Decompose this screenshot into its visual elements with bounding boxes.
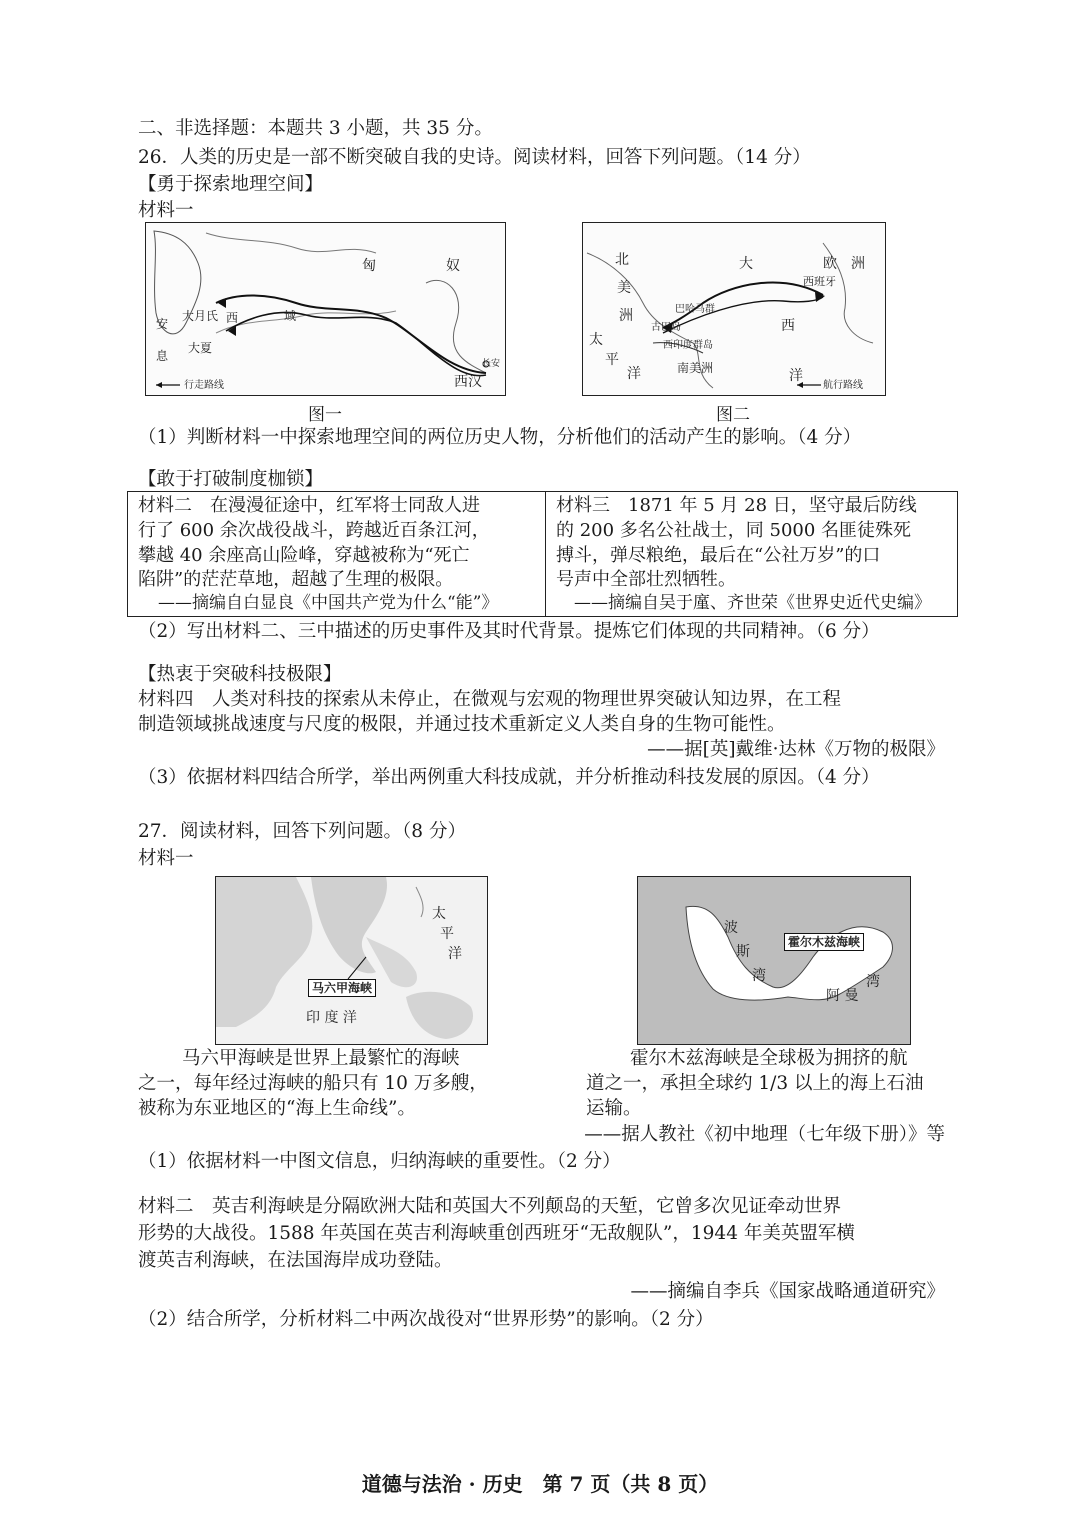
materials-2-3-box bbox=[127, 491, 958, 617]
material3-line-1: 材料三 1871 年 5 月 28 日，坚守最后防线 bbox=[556, 495, 917, 516]
q27-question1: （1）依据材料一中图文信息，归纳海峡的重要性。（2 分） bbox=[138, 1151, 621, 1172]
map1-label-xi2: 息 bbox=[156, 349, 169, 363]
map-malacca-strait bbox=[215, 876, 488, 1045]
map1-label-changan: 长安 bbox=[482, 359, 501, 369]
material2-line-1: 材料二 在漫漫征途中，红军将士同敌人进 bbox=[138, 495, 480, 516]
box-divider bbox=[545, 492, 546, 616]
material2-line-3: 攀越 40 余座高山险峰，穿越被称为“死亡 bbox=[138, 545, 470, 566]
map2-label-west-indies: 西印度群岛 bbox=[663, 340, 713, 351]
q26-material1-label: 材料一 bbox=[138, 200, 194, 221]
map2-label-yang: 洋 bbox=[627, 366, 641, 382]
map1-label-xi: 西 bbox=[226, 311, 239, 325]
map1-label-dayuezhi: 大月氏 bbox=[182, 309, 219, 323]
map1-label-xiong: 匈 bbox=[362, 258, 376, 274]
map1-label-nu: 奴 bbox=[446, 258, 460, 274]
map3-label-ping: 平 bbox=[440, 926, 454, 942]
material3-line-4: 号声中全部壮烈牺牲。 bbox=[556, 569, 736, 590]
q26-part3-heading: 【热衷于突破科技极限】 bbox=[138, 664, 342, 685]
map3-label-malacca: 马六甲海峡 bbox=[308, 979, 376, 997]
q27-stem: 27．阅读材料，回答下列问题。（8 分） bbox=[138, 821, 466, 842]
q27-source1: ——据人教社《初中地理（七年级下册）》等 bbox=[584, 1124, 945, 1145]
map1-legend: 行走路线 bbox=[184, 380, 224, 391]
material2-line-4: 陷阱”的茫茫草地，超越了生理的极限。 bbox=[138, 569, 454, 590]
map4-label-hormuz: 霍尔木兹海峡 bbox=[784, 933, 864, 951]
q27-material2-line-1: 材料二 英吉利海峡是分隔欧洲大陆和英国大不列颠岛的天堑，它曾多次见证牵动世界 bbox=[138, 1196, 842, 1217]
q27-source2: ——摘编自李兵《国家战略通道研究》 bbox=[630, 1281, 945, 1302]
map2-label-zhou2: 洲 bbox=[851, 256, 865, 272]
map2-label-zhou: 洲 bbox=[619, 308, 633, 324]
map2-label-spain: 西班牙 bbox=[803, 275, 836, 288]
map3-label-yang: 洋 bbox=[448, 946, 462, 962]
material3-line-3: 搏斗，弹尽粮绝，最后在“公社万岁”的口 bbox=[556, 545, 881, 566]
q27-material2-line-2: 形势的大战役。1588 年英国在英吉利海峡重创西班牙“无敌舰队”，1944 年美英盟军横 bbox=[138, 1223, 855, 1244]
fig2-caption: 图二 bbox=[716, 405, 750, 425]
map4-label-wan: 湾 bbox=[752, 968, 766, 984]
malacca-text-line-1: 马六甲海峡是世界上最繁忙的海峡 bbox=[182, 1048, 460, 1069]
material4-line-1: 材料四 人类对科技的探索从未停止，在微观与宏观的物理世界突破认知边界，在工程 bbox=[138, 689, 842, 710]
material3-line-2: 的 200 多名公社战士，同 5000 名匪徒殊死 bbox=[556, 520, 912, 541]
q26-part2-heading: 【敢于打破制度枷锁】 bbox=[138, 469, 324, 490]
map2-label-ou: 欧 bbox=[823, 256, 837, 272]
map4-label-oman: 阿 曼 bbox=[826, 988, 859, 1004]
map1-label-daxia: 大夏 bbox=[188, 341, 213, 355]
q26-stem: 26．人类的历史是一部不断突破自我的史诗。阅读材料，回答下列问题。（14 分） bbox=[138, 147, 811, 168]
hormuz-text-line-1: 霍尔木兹海峡是全球极为拥挤的航 bbox=[630, 1048, 908, 1069]
map-hormuz-drawing bbox=[638, 877, 910, 1044]
q26-part1-heading: 【勇于探索地理空间】 bbox=[138, 174, 324, 195]
map-columbus-voyage bbox=[582, 222, 886, 396]
q27-material1-label: 材料一 bbox=[138, 848, 194, 869]
map2-label-tai: 太 bbox=[589, 332, 603, 348]
section-title: 二、非选择题：本题共 3 小题，共 35 分。 bbox=[138, 118, 493, 139]
map2-label-bahamas: 巴哈马群 bbox=[675, 304, 715, 315]
material2-line-2: 行了 600 余次战役战斗，跨越近百条江河， bbox=[138, 520, 490, 541]
material4-line-2: 制造领域挑战速度与尺度的极限，并通过技术重新定义人类自身的生物可能性。 bbox=[138, 714, 786, 735]
map4-label-wan2: 湾 bbox=[866, 974, 880, 990]
map2-label-xi: 西 bbox=[781, 318, 795, 334]
map4-label-bo: 波 bbox=[724, 920, 738, 936]
material4-source: ——据[英]戴维·达林《万物的极限》 bbox=[647, 739, 945, 760]
map-zhang-qian-route bbox=[145, 222, 506, 396]
map2-label-da: 大 bbox=[739, 256, 753, 272]
map1-label-an: 安 bbox=[156, 317, 169, 331]
map3-label-tai: 太 bbox=[432, 906, 446, 922]
map1-label-xihan: 西汉 bbox=[454, 374, 482, 390]
q26-question2: （2）写出材料二、三中描述的历史事件及其时代背景。提炼它们体现的共同精神。（6 分） bbox=[138, 621, 880, 642]
map2-legend: 航行路线 bbox=[823, 380, 863, 391]
map2-label-yang2: 洋 bbox=[789, 368, 803, 384]
malacca-text-line-2: 之一，每年经过海峡的船只有 10 万多艘， bbox=[138, 1073, 488, 1094]
map2-label-south-america: 南美洲 bbox=[677, 361, 714, 375]
map2-label-mei: 美 bbox=[617, 280, 631, 296]
q27-material2-line-3: 渡英吉利海峡，在法国海岸成功登陆。 bbox=[138, 1250, 453, 1271]
map-hormuz-strait bbox=[637, 876, 911, 1045]
map2-label-bei: 北 bbox=[615, 252, 629, 268]
material2-source: ——摘编自白显良《中国共产党为什么“能”》 bbox=[158, 593, 499, 613]
q27-question2: （2）结合所学，分析材料二中两次战役对“世界形势”的影响。（2 分） bbox=[138, 1309, 714, 1330]
map3-label-indian-ocean: 印 度 洋 bbox=[306, 1010, 357, 1026]
map1-label-yu: 域 bbox=[284, 309, 297, 323]
map2-label-ping: 平 bbox=[605, 352, 619, 368]
q26-question1: （1）判断材料一中探索地理空间的两位历史人物，分析他们的活动产生的影响。（4 分） bbox=[138, 427, 862, 448]
q26-question3: （3）依据材料四结合所学，举出两例重大科技成就，并分析推动科技发展的原因。（4 分） bbox=[138, 767, 880, 788]
hormuz-text-line-2: 道之一，承担全球约 1/3 以上的海上石油 bbox=[586, 1073, 924, 1094]
malacca-text-line-3: 被称为东亚地区的“海上生命线”。 bbox=[138, 1098, 416, 1119]
material3-source: ——摘编自吴于廑、齐世荣《世界史近代史编》 bbox=[574, 593, 931, 613]
fig1-caption: 图一 bbox=[308, 405, 342, 425]
hormuz-text-line-3: 运输。 bbox=[586, 1098, 642, 1119]
page-footer: 道德与法治 · 历史 第 7 页（共 8 页） bbox=[361, 1472, 719, 1496]
map2-label-cuba: 古巴岛 bbox=[651, 322, 681, 333]
map4-label-si: 斯 bbox=[736, 944, 750, 960]
